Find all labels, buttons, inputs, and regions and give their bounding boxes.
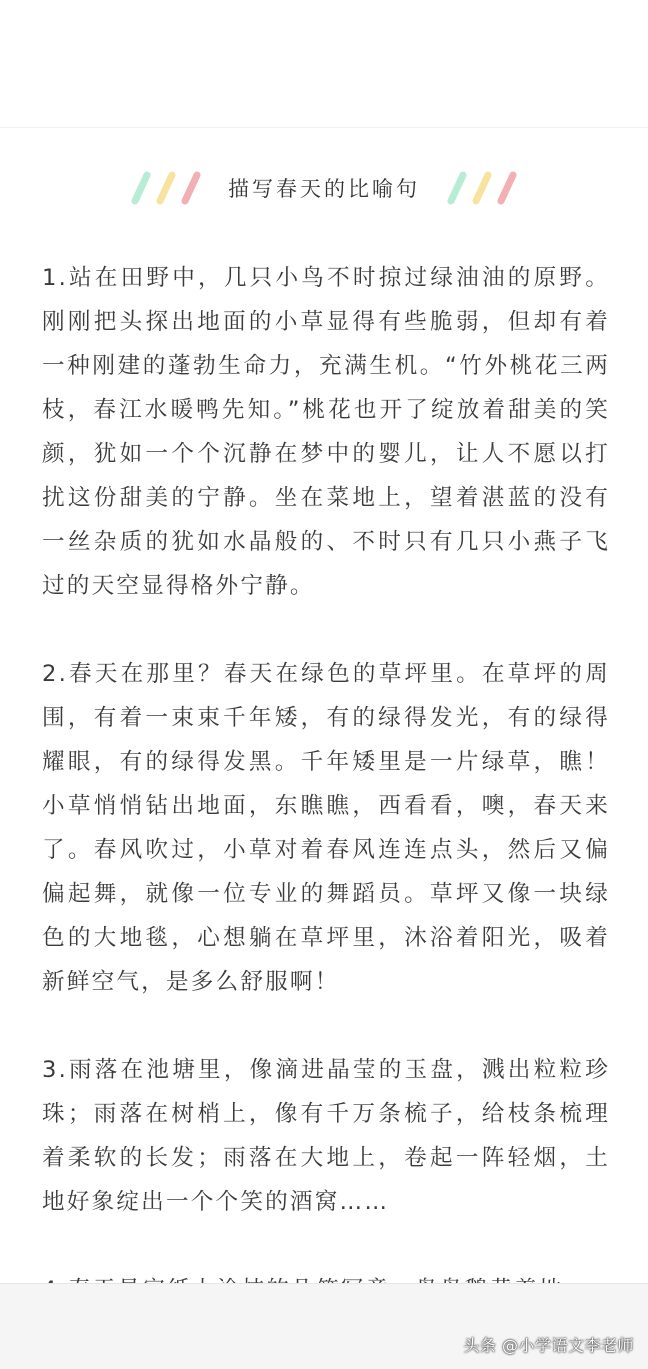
paragraph-2: 2.春天在那里？春天在绿色的草坪里。在草坪的周围，有着一束束千年矮，有的绿得发光，有的绿得耀眼，有的绿得发黑。千年矮里是一片绿草，瞧！小草悄悄钻出地面，东瞧瞧，西看看，噢，春天来了。春风吹过，小草对着春风连连点头，然后又偏偏起舞，就像一位专业的舞蹈员。草坪又像一块绿色的大地毯，心想躺在草坪里，沐浴着阳光，吸着新鲜空气，是多么舒服啊！ xyxy=(42,661,610,995)
slash-icon-pink xyxy=(496,171,518,205)
title-row xyxy=(0,166,648,210)
right-slash-decoration xyxy=(446,171,518,205)
article-title: 描写春天的比喻句 xyxy=(228,177,420,201)
slash-icon-green xyxy=(446,171,468,205)
top-blank-area xyxy=(0,0,648,127)
slash-icon-pink xyxy=(180,171,202,205)
slash-icon-yellow xyxy=(155,171,177,205)
paragraph-1: 1.站在田野中，几只小鸟不时掠过绿油油的原野。刚刚把头探出地面的小草显得有些脆弱，但却有着一种刚建的蓬勃生命力，充满生机。“竹外桃花三两枝，春江水暖鸭先知。”桃花也开了绽放着甜美的笑颜，犹如一个个沉静在梦中的婴儿，让人不愿以打扰这份甜美的宁静。坐在菜地上，望着湛蓝的没有一丝杂质的犹如水晶般的、不时只有几只小燕子飞过的天空显得格外宁静。 xyxy=(42,265,610,599)
watermark: 头条 @小学语文李老师 xyxy=(463,1336,634,1355)
slash-icon-yellow xyxy=(471,171,493,205)
left-slash-decoration xyxy=(130,171,202,205)
top-divider xyxy=(0,127,648,128)
article-body xyxy=(42,256,610,1356)
paragraph-3: 3.雨落在池塘里，像滴进晶莹的玉盘，溅出粒粒珍珠；雨落在树梢上，像有千万条梳子，给枝条梳理着柔软的长发；雨落在大地上，卷起一阵轻烟，土地好象绽出一个个笑的酒窝…… xyxy=(42,1057,610,1215)
slash-icon-green xyxy=(130,171,152,205)
footer-bar xyxy=(0,1283,648,1369)
